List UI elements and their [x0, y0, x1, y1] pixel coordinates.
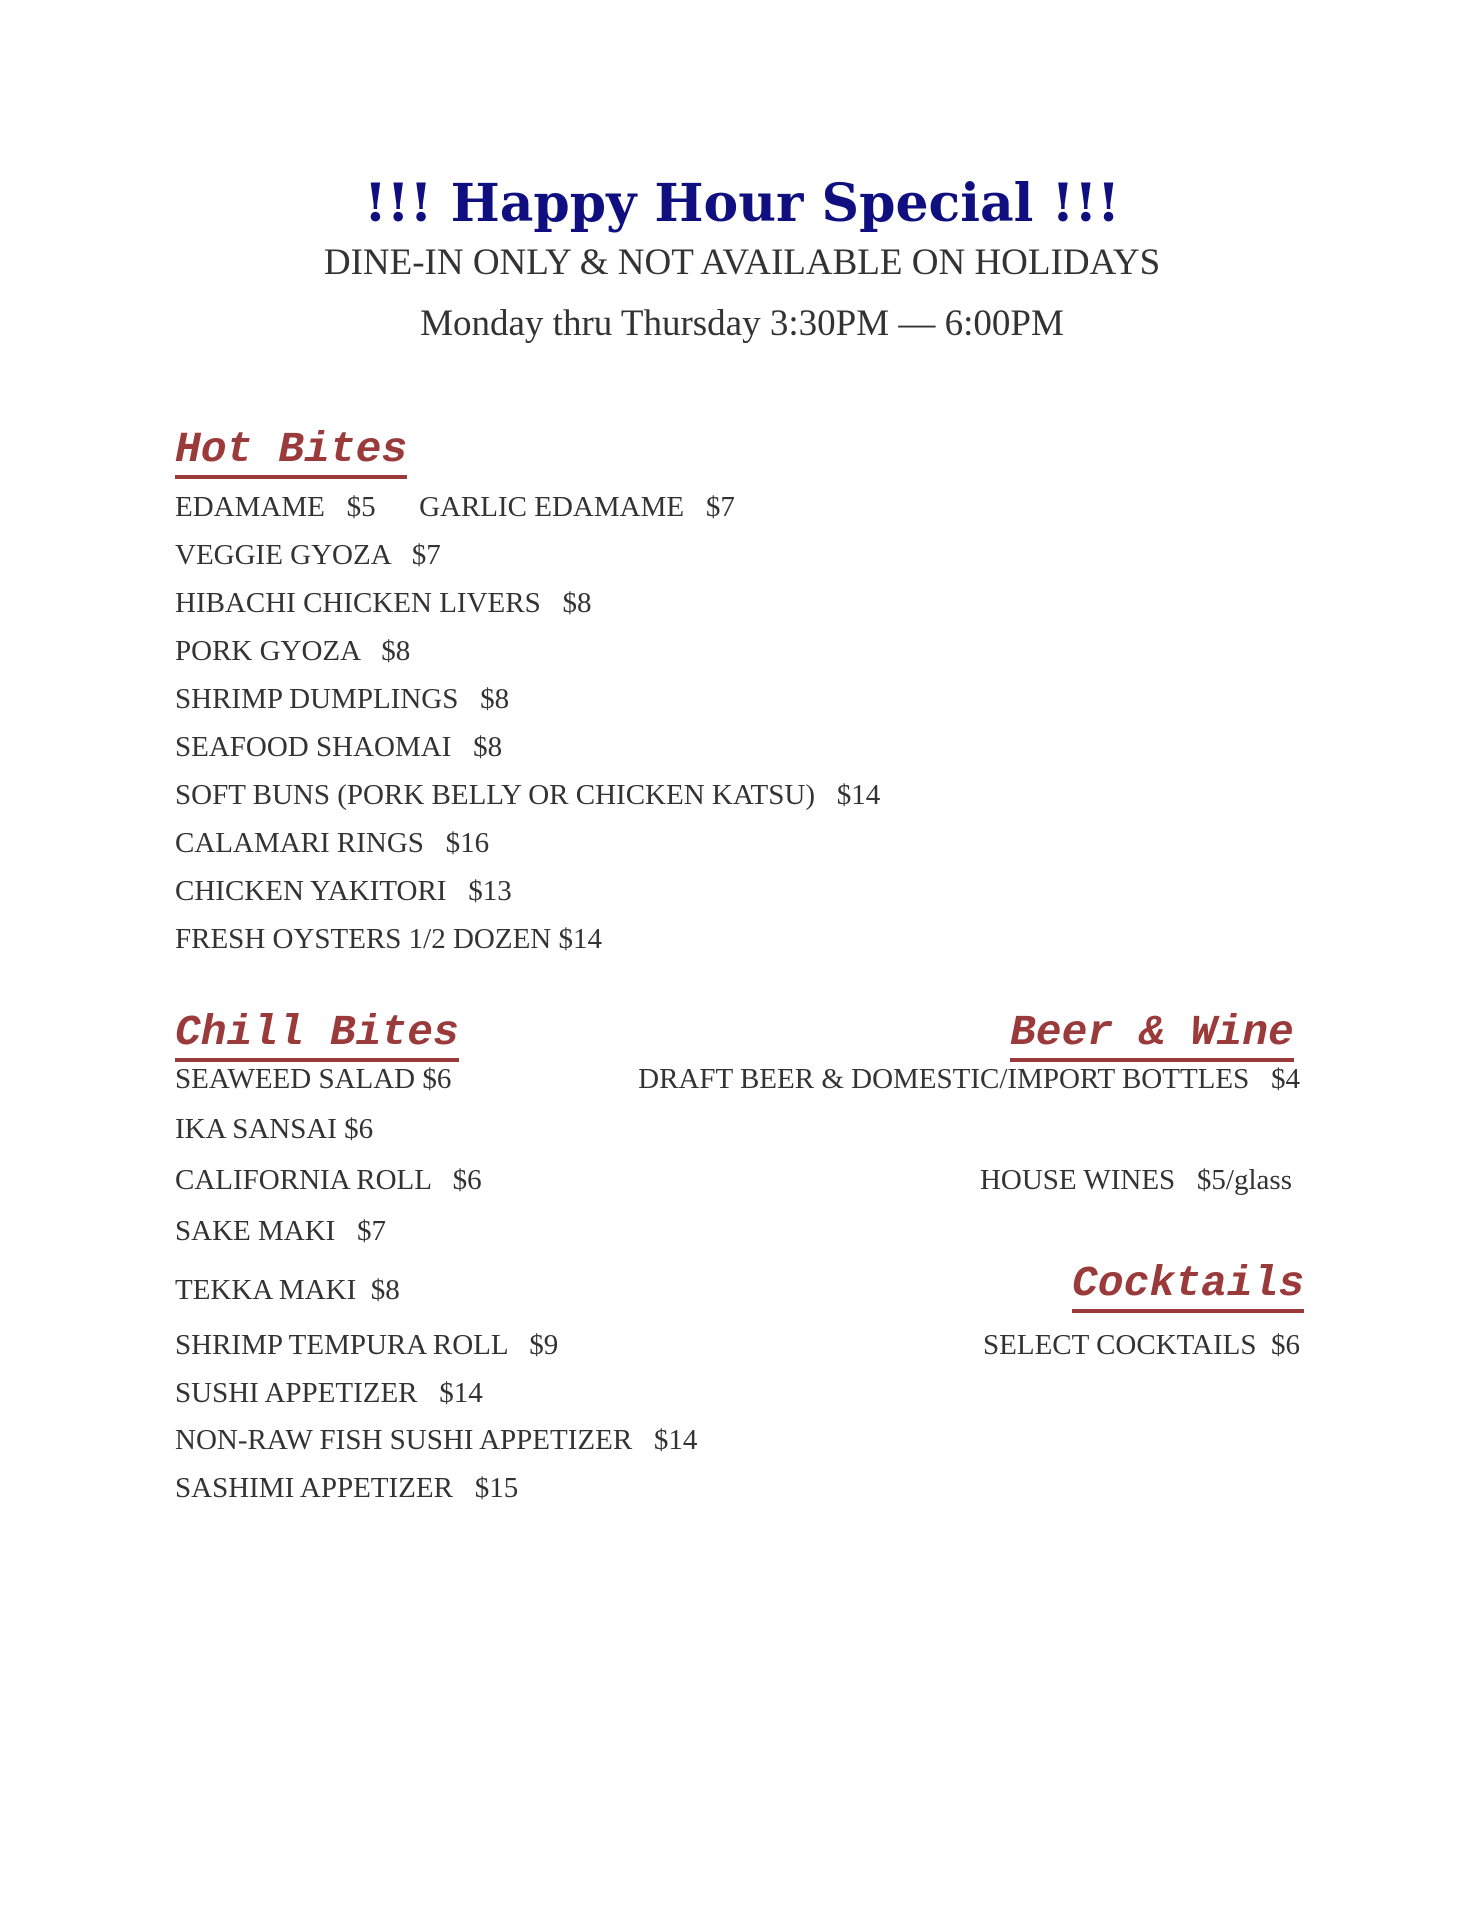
- hot-bites-heading: [175, 425, 407, 475]
- menu-item-hot: SHRIMP DUMPLINGS $8: [175, 683, 510, 715]
- menu-item-hot: SEAFOOD SHAOMAI $8: [175, 731, 503, 763]
- menu-item-hot: CHICKEN YAKITORI $13: [175, 875, 512, 907]
- menu-item-hot: PORK GYOZA $8: [175, 635, 411, 667]
- happy-hour-times: Monday thru Thursday 3:30PM — 6:00PM: [420, 303, 1064, 344]
- menu-item-hot: HIBACHI CHICKEN LIVERS $8: [175, 587, 592, 619]
- chill-bites-heading-text: Chill Bites: [175, 1008, 459, 1057]
- menu-item-chill: SHRIMP TEMPURA ROLL $9: [175, 1329, 559, 1361]
- menu-item-hot: FRESH OYSTERS 1/2 DOZEN $14: [175, 923, 602, 955]
- menu-item-beer-wine: DRAFT BEER & DOMESTIC/IMPORT BOTTLES $4: [638, 1063, 1300, 1095]
- restriction-note: DINE-IN ONLY & NOT AVAILABLE ON HOLIDAYS: [323, 242, 1161, 283]
- menu-item-hot: EDAMAME $5 GARLIC EDAMAME $7: [175, 491, 735, 523]
- beer-wine-heading: [1010, 1008, 1294, 1058]
- hot-bites-heading-text: Hot Bites: [175, 425, 408, 474]
- hot-bites-underline: [175, 475, 407, 479]
- menu-item-chill: IKA SANSAI $6: [175, 1113, 374, 1145]
- cocktails-heading: [1072, 1259, 1304, 1309]
- menu-item-beer-wine: HOUSE WINES $5/glass: [979, 1164, 1292, 1196]
- beer-wine-heading-text: Beer & Wine: [1010, 1008, 1294, 1057]
- menu-item-chill: TEKKA MAKI $8: [175, 1274, 400, 1306]
- menu-item-hot: SOFT BUNS (PORK BELLY OR CHICKEN KATSU) $14: [175, 779, 881, 811]
- menu-item-chill: CALIFORNIA ROLL $6: [175, 1164, 482, 1196]
- menu-item-cocktail: SELECT COCKTAILS $6: [983, 1329, 1300, 1361]
- menu-item-chill: NON-RAW FISH SUSHI APPETIZER $14: [175, 1424, 698, 1456]
- menu-item-chill: SEAWEED SALAD $6: [175, 1063, 452, 1095]
- menu-item-chill: SASHIMI APPETIZER $15: [175, 1472, 519, 1504]
- menu-title: !!! Happy Hour Special !!!: [363, 173, 1120, 234]
- cocktails-underline: [1072, 1309, 1304, 1313]
- chill-bites-heading: [175, 1008, 459, 1058]
- menu-item-hot: VEGGIE GYOZA $7: [175, 539, 441, 571]
- menu-item-chill: SUSHI APPETIZER $14: [175, 1377, 483, 1409]
- cocktails-heading-text: Cocktails: [1072, 1259, 1305, 1308]
- menu-item-chill: SAKE MAKI $7: [175, 1215, 387, 1247]
- menu-item-hot: CALAMARI RINGS $16: [175, 827, 490, 859]
